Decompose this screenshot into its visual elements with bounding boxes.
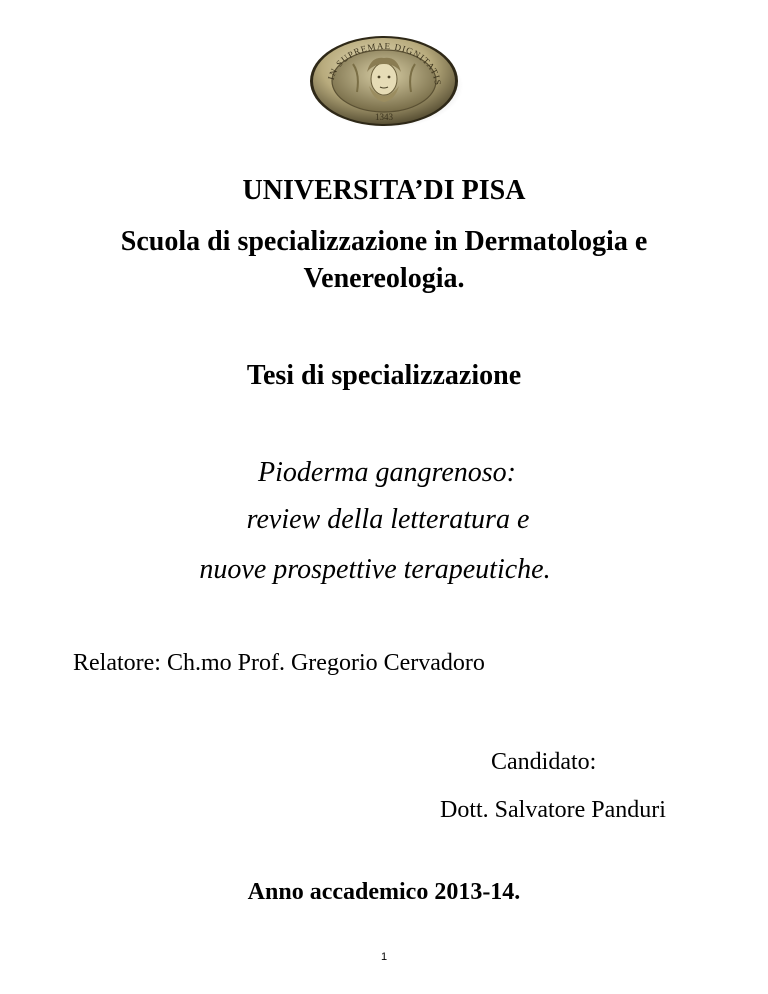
thesis-title-line-1: Pioderma gangrenoso: — [258, 457, 516, 488]
document-type: Tesi di specializzazione — [246, 360, 522, 391]
thesis-title-line-2: review della letteratura e — [246, 504, 530, 535]
school-name-line-2: Venereologia. — [303, 263, 465, 294]
thesis-title-line-3: nuove prospettive terapeutiche. — [199, 554, 551, 585]
university-name: UNIVERSITA’DI PISA — [242, 175, 526, 206]
page-number: 1 — [380, 951, 388, 963]
supervisor: Relatore: Ch.mo Prof. Gregorio Cervadoro — [73, 650, 485, 676]
svg-text:IN SUPREMAE DIGNITATIS: IN SUPREMAE DIGNITATIS — [325, 40, 444, 87]
candidate-label: Candidato: — [491, 749, 597, 775]
university-seal-logo — [305, 34, 463, 128]
svg-text:1343: 1343 — [375, 112, 393, 122]
school-name-line-1: Scuola di specializzazione in Dermatologia e — [120, 226, 648, 257]
candidate-name: Dott. Salvatore Panduri — [440, 797, 666, 823]
academic-year: Anno accademico 2013-14. — [247, 879, 521, 905]
